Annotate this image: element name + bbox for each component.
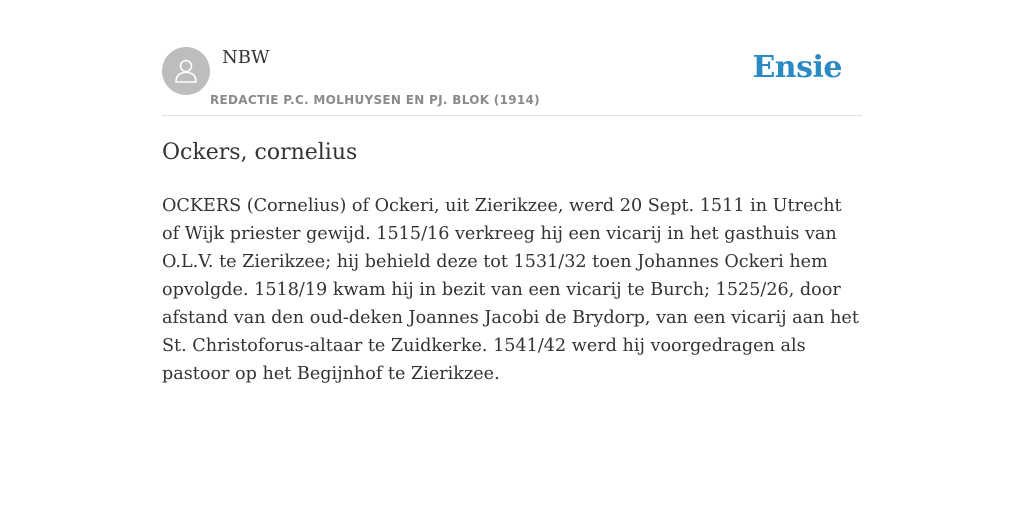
source-subtitle: REDACTIE P.C. MOLHUYSEN EN PJ. BLOK (1914) <box>210 93 540 107</box>
source-name[interactable]: NBW <box>222 47 270 68</box>
page-container <box>162 0 862 384</box>
article-title: Ockers, cornelius <box>162 140 358 165</box>
avatar[interactable] <box>162 47 210 95</box>
user-icon <box>171 56 201 86</box>
source-header <box>162 0 862 116</box>
ensie-logo[interactable]: Ensie <box>752 50 842 85</box>
article-body: OCKERS (Cornelius) of Ockeri, uit Zierikzee, werd 20 Sept. 1511 in Utrecht of Wijk priester gewijd. 1515/16 verkreeg hij een vicarij in het gasthuis van O.L.V. te Zierikzee; hij behield deze tot 1531/32 toen Johannes Ockeri hem opvolgde. 1518/19 kwam hij in bezit van een vicarij te Burch; 1525/26, door afstand van den oud-deken Joannes Jacobi de Brydorp, van een vicarij aan het St. Christoforus-altaar te Zuidkerke. 1541/42 werd hij voorgedragen als pastoor op het Begijnhof te Zierikzee. <box>162 196 859 384</box>
